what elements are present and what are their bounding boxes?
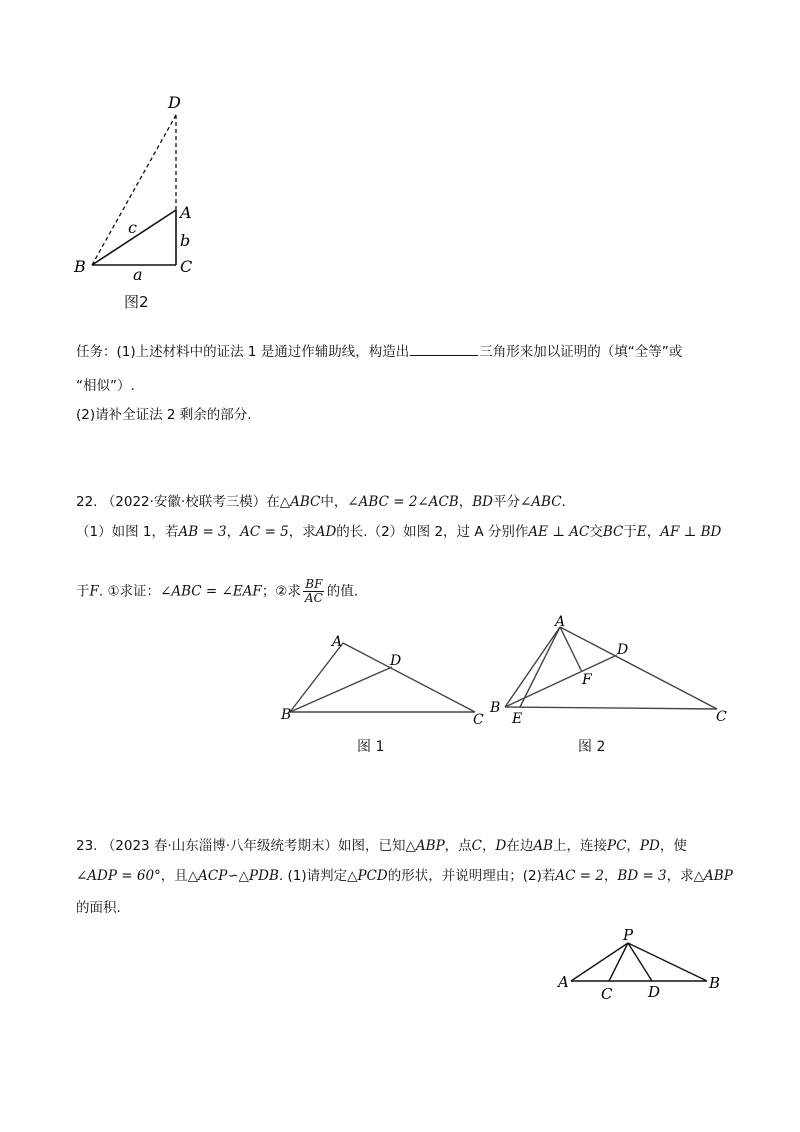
label-c: c	[128, 218, 137, 237]
q23-l2a: ，且	[160, 868, 188, 884]
q23-l2e: ，求	[666, 868, 694, 884]
label-b: b	[180, 231, 191, 250]
q22-l2d: 的长.（2）如图 2，过 A 分别作	[336, 524, 529, 540]
label-B: B	[74, 257, 86, 276]
q23-tri-abp: △ABP	[405, 838, 445, 854]
fig1-label-B: B	[281, 707, 292, 723]
q23-pd: PD	[639, 838, 660, 854]
task-text-b: 三角形来加以证明的（填“全等”或	[479, 344, 683, 360]
q22-l2c: ，求	[288, 524, 316, 540]
label-C: C	[180, 257, 193, 276]
q22-l2a: （1）如图 1，若	[76, 524, 179, 540]
q22-l2e: 交	[589, 524, 603, 540]
fig2-label-B: B	[490, 700, 501, 716]
q22-l2b: ，	[226, 524, 241, 540]
q22-angle-eq: ∠ABC = ∠EAF	[160, 583, 262, 600]
q23-label-B: B	[709, 974, 721, 992]
q22-comma1: ，	[458, 494, 473, 510]
q22-e: E	[636, 524, 647, 540]
q22-l2g: ，	[646, 524, 661, 540]
q22-l3d: 的值.	[326, 583, 359, 600]
label-D: D	[168, 93, 181, 112]
q22-frac-den: AC	[304, 591, 323, 605]
q22-ad: AD	[315, 524, 337, 540]
label-a: a	[133, 265, 143, 284]
q23-l2d: ，	[603, 868, 618, 884]
q23-l2b: . (1)请判定	[278, 868, 348, 884]
q23-label-D: D	[648, 983, 661, 1001]
q22-ae: AE ⊥ AC	[528, 524, 590, 540]
q22-cond2: BD	[472, 494, 493, 510]
fig2-label-D: D	[617, 642, 629, 658]
q23-ac: AC = 2	[555, 868, 604, 884]
q23-label-C: C	[601, 985, 613, 1003]
fig2-caption: 图 2	[578, 739, 606, 755]
task-text-a: 任务：(1)上述材料中的证法 1 是通过作辅助线，构造出	[76, 344, 410, 360]
fig2-label-F: F	[582, 672, 592, 688]
q22-l3c: ；②求	[261, 583, 301, 600]
q22-mid1: 中，	[320, 494, 348, 510]
q22-af: AF ⊥ BD	[660, 524, 722, 540]
q22-number: 22.	[76, 494, 98, 510]
fig1-label-A: A	[332, 634, 343, 650]
q22-end1: .	[561, 494, 566, 510]
task-line-2: “相似”）.	[76, 378, 135, 394]
q23-pc: PC	[607, 838, 627, 854]
q23-l1a: （2023 春·山东淄博·八年级统考期末）如图，已知	[101, 838, 406, 854]
q23-l1g: ，使	[659, 838, 687, 854]
fig1-caption: 图 1	[357, 739, 385, 755]
q23-l1b: ，点	[444, 838, 472, 854]
q22-ac: AC = 5	[240, 524, 289, 540]
fig-top-caption: 图2	[124, 293, 149, 311]
q23-d: D	[495, 838, 507, 854]
q23-l1f: ，	[626, 838, 640, 854]
q22-cond3: ∠ABC	[519, 494, 562, 510]
q22-l2f: 于	[623, 524, 637, 540]
q22-f: F	[89, 583, 99, 600]
q22-tri: △ABC	[279, 494, 321, 510]
q23-l1e: 上，连接	[553, 838, 607, 854]
q23-angle: ∠ADP = 60°	[76, 868, 161, 884]
q23-bd: BD = 3	[617, 868, 667, 884]
q23-sim: △ACP∽△PDB	[187, 868, 279, 884]
q23-line-3: 的面积.	[76, 900, 121, 916]
q23-ab: AB	[533, 838, 553, 854]
q22-cond1: ∠ABC = 2∠ACB	[347, 494, 459, 510]
fig2-label-E: E	[512, 711, 523, 727]
fig1-label-C: C	[473, 712, 484, 728]
q22-ab: AB = 3	[178, 524, 227, 540]
q23-tri-pcd: △PCD	[347, 868, 388, 884]
q22-source: （2022·安徽·校联考三模）在	[101, 494, 280, 510]
fig2-label-A: A	[555, 614, 566, 630]
q23-l2c: 的形状，并说明理由；(2)若	[387, 868, 556, 884]
q23-label-A: A	[558, 973, 569, 991]
fig1-label-D: D	[390, 653, 402, 669]
q23-number: 23.	[76, 838, 98, 854]
q23-label-P: P	[623, 926, 634, 944]
q23-tri-abp2: △ABP	[693, 868, 733, 884]
q22-mid2: 平分	[492, 494, 520, 510]
q23-l1d: 在边	[506, 838, 534, 854]
task-line-3: (2)请补全证法 2 剩余的部分.	[76, 407, 252, 423]
label-A: A	[180, 203, 192, 222]
fig2-label-C: C	[716, 709, 727, 725]
q23-l1c: ，	[482, 838, 496, 854]
q22-frac-num: BF	[305, 577, 323, 591]
q22-l3b: . ①求证：	[98, 583, 161, 600]
q23-c: C	[471, 838, 482, 854]
q22-l3a: 于	[76, 583, 90, 600]
q22-bc: BC	[602, 524, 624, 540]
